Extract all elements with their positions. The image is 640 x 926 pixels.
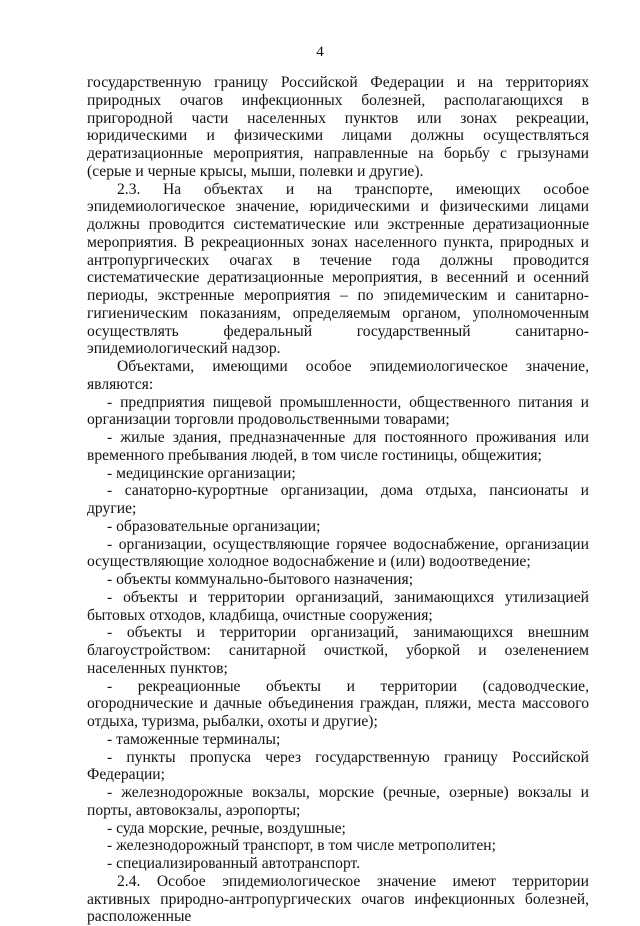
page-number: 4 <box>316 44 324 60</box>
list-item: - таможенные терминалы; <box>107 730 281 748</box>
list-item: - предприятия пищевой промышленности, общественного питания и организации торговли продовольственными товарами; <box>87 393 589 429</box>
list-item: - пункты пропуска через государственную границу Российской Федерации; <box>87 748 589 784</box>
paragraph: 2.3. На объектах и на транспорте, имеющих особое эпидемиологическое значение, юридическими и физическими лицами должны проводится систематические или экстренные дератизационные мероприятия. В рекреационных зонах населенного пункта, природных и антропургических очагах в течение года должны проводится систематические дератизационные мероприятия, в весенний и осенний периоды, экстренные мероприятия – по эпидемическим и санитарно-гигиеническим показаниям, определяемым органом, уполномоченным осуществлять федеральный государственный санитарно-эпидемиологический надзор. <box>87 180 589 358</box>
list-item: - образовательные организации; <box>107 517 321 535</box>
list-item: - железнодорожный транспорт, в том числе метрополитен; <box>107 837 496 855</box>
list-item: - рекреационные объекты и территории (садоводческие, огороднические и дачные объединения граждан, пляжи, места массового отдыха, туризма, рыбалки, охоты и другие); <box>87 677 589 730</box>
list-item: - жилые здания, предназначенные для постоянного проживания или временного пребывания людей, в том числе гостиницы, общежития; <box>87 429 589 464</box>
list-item: - объекты коммунально-бытового назначения; <box>107 571 414 588</box>
list-item: - железнодорожные вокзалы, морские (речные, озерные) вокзалы и порты, автовокзалы, аэропорты; <box>87 784 589 819</box>
list-item: - организации, осуществляющие горячее водоснабжение, организации осуществляющие холодное водоснабжение и (или) водоотведение; <box>87 535 589 571</box>
list-item: - санаторно-курортные организации, дома отдыха, пансионаты и другие; <box>87 482 589 517</box>
list-item: - объекты и территории организаций, занимающихся внешним благоустройством: санитарной очисткой, уборкой и озеленением населенных пунктов; <box>87 624 589 677</box>
document-body <box>87 74 589 926</box>
list-item: - суда морские, речные, воздушные; <box>107 819 346 837</box>
list-item: - медицинские организации; <box>107 464 296 482</box>
paragraph: государственную границу Российской Федерации и на территориях природных очагов инфекционных болезней, располагающихся в пригородной части населенных пунктов или зонах рекреации, юридическими и физическими лицами должны осуществляться дератизационные мероприятия, направленные на борьбу с грызунами (серые и черные крысы, мыши, полевки и другие). <box>87 74 589 180</box>
paragraph: Объектами, имеющими особое эпидемиологическое значение, являются: <box>87 358 589 393</box>
paragraph: 2.4. Особое эпидемиологическое значение имеют территории активных природно-антропургических очагов инфекционных болезней, расположенные <box>87 872 589 926</box>
list-item: - объекты и территории организаций, занимающихся утилизацией бытовых отходов, кладбища, очистные сооружения; <box>87 588 589 624</box>
list-item: - специализированный автотранспорт. <box>107 855 361 872</box>
